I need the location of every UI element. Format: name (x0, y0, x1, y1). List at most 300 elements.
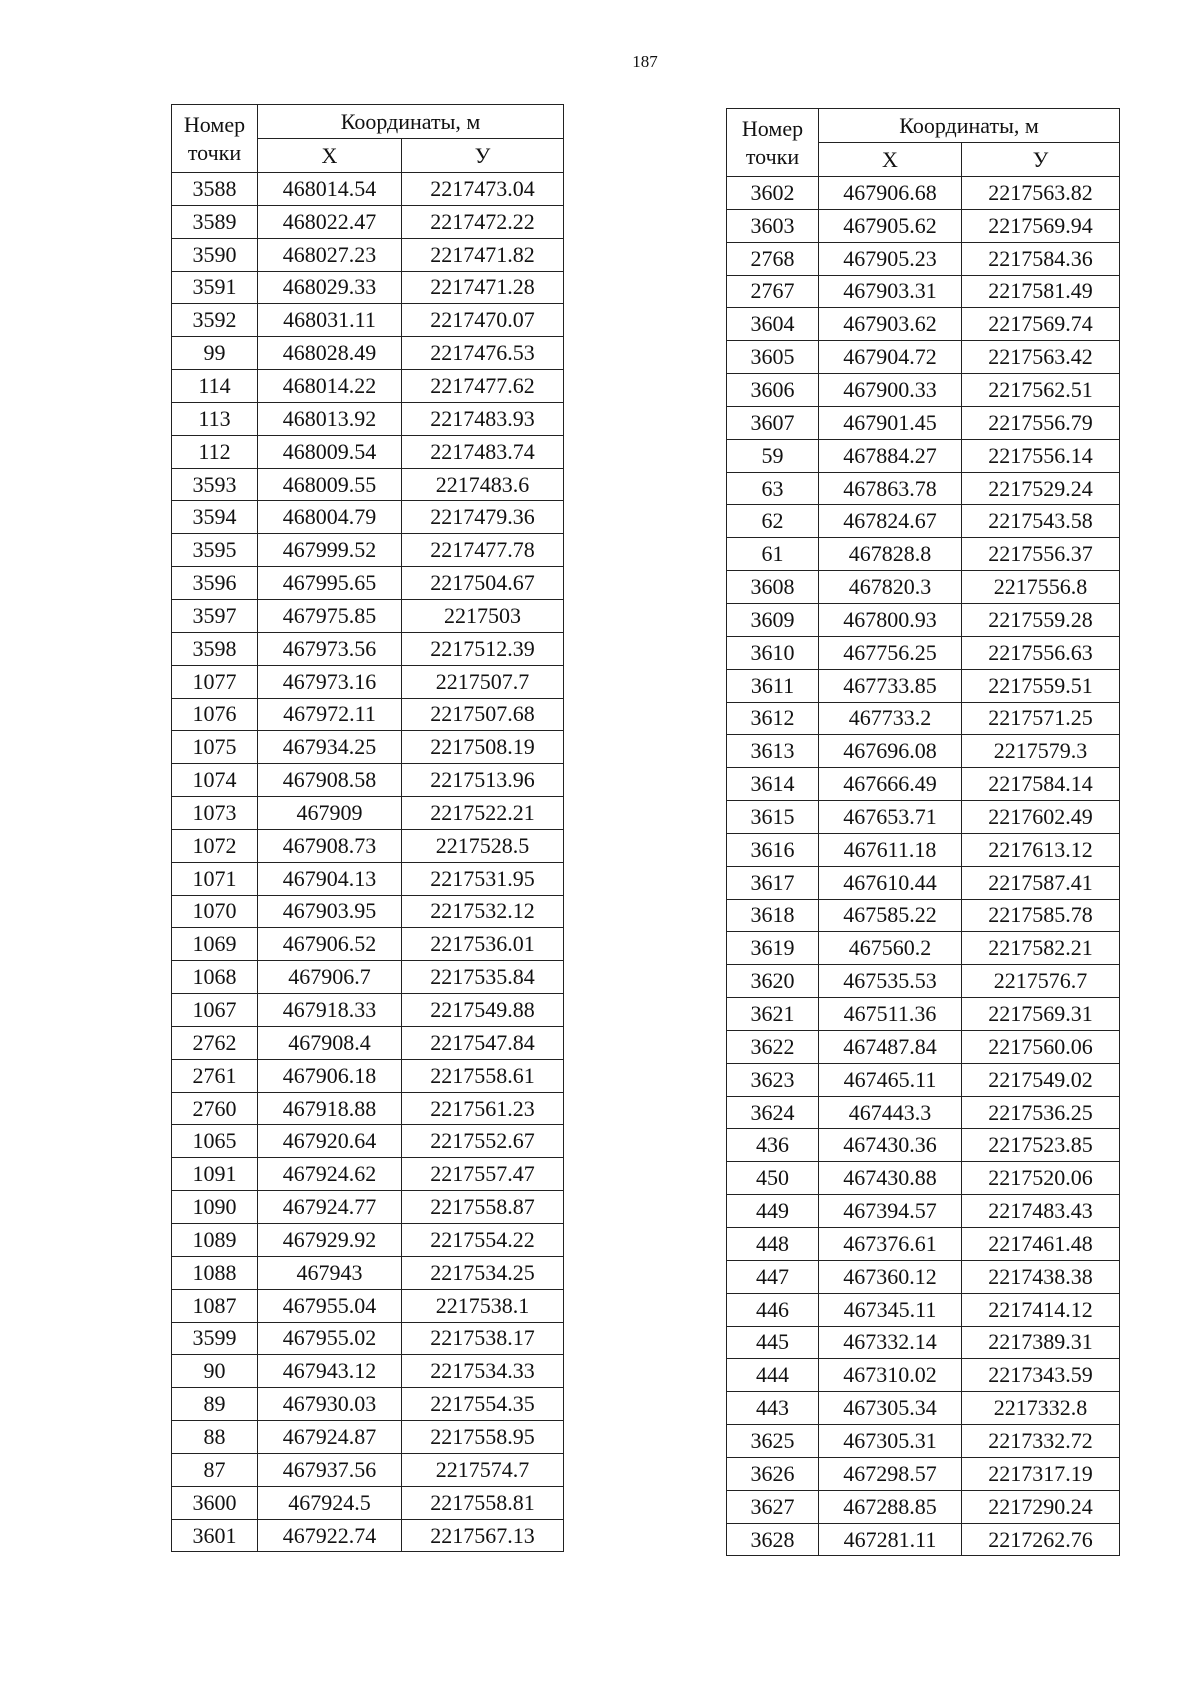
table-row (172, 797, 564, 830)
x-coordinate-cell: 467585.22 (819, 899, 962, 932)
point-number-cell: 3601 (172, 1519, 258, 1552)
x-coordinate-cell: 467465.11 (819, 1063, 962, 1096)
y-coordinate-cell: 2217522.21 (402, 797, 564, 830)
point-number-cell: 1090 (172, 1191, 258, 1224)
point-number-cell: 114 (172, 370, 258, 403)
table-row (172, 961, 564, 994)
x-coordinate-cell: 467943 (258, 1256, 402, 1289)
x-coordinate-cell: 468009.55 (258, 468, 402, 501)
table-row (172, 862, 564, 895)
point-number-cell: 62 (727, 505, 819, 538)
point-number-cell: 90 (172, 1355, 258, 1388)
x-coordinate-cell: 467973.56 (258, 632, 402, 665)
table-row (727, 866, 1120, 899)
y-coordinate-cell: 2217461.48 (962, 1228, 1120, 1261)
table-row (727, 1030, 1120, 1063)
table-row (172, 238, 564, 271)
y-coordinate-cell: 2217512.39 (402, 632, 564, 665)
table-row (172, 435, 564, 468)
point-number-cell: 2768 (727, 242, 819, 275)
y-coordinate-cell: 2217438.38 (962, 1260, 1120, 1293)
table-row (172, 1519, 564, 1552)
x-coordinate-cell: 467908.4 (258, 1026, 402, 1059)
x-coordinate-cell: 467820.3 (819, 571, 962, 604)
x-coordinate-cell: 467828.8 (819, 538, 962, 571)
point-number-cell: 3595 (172, 534, 258, 567)
y-coordinate-cell: 2217538.17 (402, 1322, 564, 1355)
point-number-cell: 112 (172, 435, 258, 468)
table-row (727, 308, 1120, 341)
table-row (727, 1129, 1120, 1162)
point-number-cell: 1068 (172, 961, 258, 994)
y-coordinate-cell: 2217471.82 (402, 238, 564, 271)
table-row (172, 1092, 564, 1125)
y-coordinate-cell: 2217613.12 (962, 833, 1120, 866)
point-number-cell: 88 (172, 1421, 258, 1454)
y-coordinate-cell: 2217529.24 (962, 472, 1120, 505)
point-number-cell: 3589 (172, 205, 258, 238)
table-row (172, 173, 564, 206)
point-number-cell: 3627 (727, 1490, 819, 1523)
point-number-cell: 3600 (172, 1486, 258, 1519)
y-coordinate-cell: 2217558.61 (402, 1059, 564, 1092)
x-coordinate-cell: 467995.65 (258, 567, 402, 600)
y-coordinate-cell: 2217549.88 (402, 994, 564, 1027)
y-coordinate-cell: 2217332.8 (962, 1392, 1120, 1425)
y-coordinate-cell: 2217582.21 (962, 932, 1120, 965)
point-number-cell: 3628 (727, 1523, 819, 1556)
x-coordinate-cell: 467443.3 (819, 1096, 962, 1129)
point-number-cell: 1067 (172, 994, 258, 1027)
x-coordinate-cell: 467511.36 (819, 998, 962, 1031)
x-coordinate-cell: 467535.53 (819, 965, 962, 998)
x-coordinate-cell: 467305.34 (819, 1392, 962, 1425)
y-coordinate-cell: 2217558.87 (402, 1191, 564, 1224)
table-row (172, 402, 564, 435)
point-number-cell: 3604 (727, 308, 819, 341)
table-row (172, 632, 564, 665)
point-number-cell: 1065 (172, 1125, 258, 1158)
x-coordinate-cell: 467900.33 (819, 374, 962, 407)
y-coordinate-cell: 2217508.19 (402, 731, 564, 764)
y-coordinate-cell: 2217332.72 (962, 1425, 1120, 1458)
point-number-cell: 89 (172, 1388, 258, 1421)
y-coordinate-cell: 2217556.63 (962, 636, 1120, 669)
y-coordinate-cell: 2217389.31 (962, 1326, 1120, 1359)
table-row (727, 801, 1120, 834)
y-coordinate-cell: 2217471.28 (402, 271, 564, 304)
table-row (727, 505, 1120, 538)
point-number-cell: 3593 (172, 468, 258, 501)
x-coordinate-cell: 467937.56 (258, 1453, 402, 1486)
table-row (727, 932, 1120, 965)
x-coordinate-cell: 467376.61 (819, 1228, 962, 1261)
table-row (727, 1359, 1120, 1392)
x-coordinate-cell: 467800.93 (819, 603, 962, 636)
y-coordinate-cell: 2217556.14 (962, 439, 1120, 472)
y-coordinate-cell: 2217587.41 (962, 866, 1120, 899)
point-number-cell: 3608 (727, 571, 819, 604)
x-coordinate-cell: 467394.57 (819, 1195, 962, 1228)
x-coordinate-cell: 468004.79 (258, 501, 402, 534)
x-coordinate-cell: 467824.67 (819, 505, 962, 538)
table-row (727, 1326, 1120, 1359)
point-number-cell: 3624 (727, 1096, 819, 1129)
table-row (727, 406, 1120, 439)
point-number-cell: 1087 (172, 1289, 258, 1322)
point-number-cell: 3621 (727, 998, 819, 1031)
point-number-cell: 1070 (172, 895, 258, 928)
x-coordinate-cell: 467903.62 (819, 308, 962, 341)
x-coordinate-cell: 467310.02 (819, 1359, 962, 1392)
point-number-cell: 3609 (727, 603, 819, 636)
y-coordinate-cell: 2217554.35 (402, 1388, 564, 1421)
coordinates-header: Координаты, м (258, 105, 564, 139)
y-coordinate-cell: 2217477.78 (402, 534, 564, 567)
point-number-cell: 59 (727, 439, 819, 472)
table-row (727, 603, 1120, 636)
x-coordinate-cell: 467666.49 (819, 768, 962, 801)
x-coordinate-cell: 467929.92 (258, 1224, 402, 1257)
y-coordinate-cell: 2217473.04 (402, 173, 564, 206)
point-number-cell: 3606 (727, 374, 819, 407)
y-coordinate-cell: 2217536.25 (962, 1096, 1120, 1129)
point-number-cell: 3622 (727, 1030, 819, 1063)
y-coordinate-cell: 2217507.7 (402, 665, 564, 698)
y-coordinate-cell: 2217317.19 (962, 1457, 1120, 1490)
y-coordinate-cell: 2217569.31 (962, 998, 1120, 1031)
point-number-cell: 3617 (727, 866, 819, 899)
x-coordinate-cell: 467943.12 (258, 1355, 402, 1388)
point-number-cell: 3616 (727, 833, 819, 866)
y-coordinate-cell: 2217520.06 (962, 1162, 1120, 1195)
point-number-cell: 3603 (727, 209, 819, 242)
x-coordinate-cell: 467345.11 (819, 1293, 962, 1326)
table-row (727, 1293, 1120, 1326)
y-coordinate-cell: 2217557.47 (402, 1158, 564, 1191)
y-coordinate-cell: 2217584.36 (962, 242, 1120, 275)
point-number-cell: 3619 (727, 932, 819, 965)
table-row (727, 669, 1120, 702)
table-row (727, 1425, 1120, 1458)
table-row (727, 1195, 1120, 1228)
y-coordinate-cell: 2217556.37 (962, 538, 1120, 571)
x-coordinate-cell: 467487.84 (819, 1030, 962, 1063)
y-coordinate-cell: 2217531.95 (402, 862, 564, 895)
x-coordinate-cell: 467908.73 (258, 829, 402, 862)
table-row (172, 468, 564, 501)
x-coordinate-cell: 467281.11 (819, 1523, 962, 1556)
table-row (727, 1392, 1120, 1425)
table-row (727, 1228, 1120, 1261)
point-number-cell: 1091 (172, 1158, 258, 1191)
point-number-cell: 3610 (727, 636, 819, 669)
table-row (727, 571, 1120, 604)
x-coordinate-cell: 467430.36 (819, 1129, 962, 1162)
x-coordinate-cell: 467904.72 (819, 341, 962, 374)
y-coordinate-cell: 2217602.49 (962, 801, 1120, 834)
point-number-cell: 3615 (727, 801, 819, 834)
x-coordinate-cell: 467973.16 (258, 665, 402, 698)
y-coordinate-cell: 2217536.01 (402, 928, 564, 961)
table-row (172, 1191, 564, 1224)
x-coordinate-cell: 468013.92 (258, 402, 402, 435)
point-number-cell: 1071 (172, 862, 258, 895)
y-coordinate-cell: 2217581.49 (962, 275, 1120, 308)
point-number-cell: 1077 (172, 665, 258, 698)
table-row (727, 899, 1120, 932)
table-row (727, 1162, 1120, 1195)
y-coordinate-cell: 2217585.78 (962, 899, 1120, 932)
coordinates-table-left (171, 104, 564, 1552)
y-coordinate-cell: 2217534.33 (402, 1355, 564, 1388)
point-number-cell: 448 (727, 1228, 819, 1261)
y-coordinate-cell: 2217504.67 (402, 567, 564, 600)
x-coordinate-cell: 467610.44 (819, 866, 962, 899)
x-coordinate-cell: 467906.7 (258, 961, 402, 994)
table-row (172, 895, 564, 928)
table-row (172, 599, 564, 632)
point-number-cell: 3592 (172, 304, 258, 337)
x-coordinate-cell: 467733.85 (819, 669, 962, 702)
y-coordinate-cell: 2217563.82 (962, 177, 1120, 210)
x-coordinate-cell: 467924.87 (258, 1421, 402, 1454)
coordinates-table-right (726, 108, 1120, 1556)
y-coordinate-cell: 2217560.06 (962, 1030, 1120, 1063)
point-number-cell: 2761 (172, 1059, 258, 1092)
table-row (727, 177, 1120, 210)
point-number-cell: 3598 (172, 632, 258, 665)
coordinates-header: Координаты, м (819, 109, 1120, 143)
y-coordinate-cell: 2217567.13 (402, 1519, 564, 1552)
y-coordinate-cell: 2217470.07 (402, 304, 564, 337)
point-number-cell: 1074 (172, 764, 258, 797)
table-row (727, 702, 1120, 735)
x-header: X (258, 139, 402, 173)
y-coordinate-cell: 2217262.76 (962, 1523, 1120, 1556)
y-coordinate-cell: 2217559.51 (962, 669, 1120, 702)
y-coordinate-cell: 2217343.59 (962, 1359, 1120, 1392)
y-coordinate-cell: 2217559.28 (962, 603, 1120, 636)
y-coordinate-cell: 2217503 (402, 599, 564, 632)
table-row (172, 1421, 564, 1454)
x-coordinate-cell: 467934.25 (258, 731, 402, 764)
point-number-cell: 1075 (172, 731, 258, 764)
point-number-cell: 3611 (727, 669, 819, 702)
point-number-cell: 3614 (727, 768, 819, 801)
y-coordinate-cell: 2217538.1 (402, 1289, 564, 1322)
table-row (727, 965, 1120, 998)
point-number-cell: 3613 (727, 735, 819, 768)
point-number-cell: 1069 (172, 928, 258, 961)
x-coordinate-cell: 467906.52 (258, 928, 402, 961)
x-coordinate-cell: 467733.2 (819, 702, 962, 735)
point-number-cell: 445 (727, 1326, 819, 1359)
point-number-cell: 1072 (172, 829, 258, 862)
point-number-cell: 446 (727, 1293, 819, 1326)
point-number-cell: 3618 (727, 899, 819, 932)
x-coordinate-cell: 467430.88 (819, 1162, 962, 1195)
x-coordinate-cell: 468009.54 (258, 435, 402, 468)
y-coordinate-cell: 2217556.8 (962, 571, 1120, 604)
table-row (727, 1260, 1120, 1293)
table-row (172, 1224, 564, 1257)
table-row (172, 337, 564, 370)
point-number-cell: 449 (727, 1195, 819, 1228)
point-number-header: Номер точки (172, 105, 258, 173)
y-coordinate-cell: 2217483.6 (402, 468, 564, 501)
point-number-cell: 1076 (172, 698, 258, 731)
x-coordinate-cell: 467653.71 (819, 801, 962, 834)
table-row (172, 1486, 564, 1519)
x-coordinate-cell: 467918.33 (258, 994, 402, 1027)
point-number-cell: 3623 (727, 1063, 819, 1096)
table-row (172, 994, 564, 1027)
x-coordinate-cell: 467756.25 (819, 636, 962, 669)
y-coordinate-cell: 2217476.53 (402, 337, 564, 370)
x-coordinate-cell: 467611.18 (819, 833, 962, 866)
table-row (727, 209, 1120, 242)
table-row (172, 698, 564, 731)
point-number-cell: 2760 (172, 1092, 258, 1125)
table-row (172, 731, 564, 764)
table-row (172, 1322, 564, 1355)
x-coordinate-cell: 467560.2 (819, 932, 962, 965)
y-coordinate-cell: 2217547.84 (402, 1026, 564, 1059)
table-row (727, 439, 1120, 472)
x-coordinate-cell: 467863.78 (819, 472, 962, 505)
table-row (727, 1096, 1120, 1129)
table-row (172, 829, 564, 862)
x-coordinate-cell: 467930.03 (258, 1388, 402, 1421)
table-row (727, 1490, 1120, 1523)
table-row (172, 1256, 564, 1289)
x-coordinate-cell: 467360.12 (819, 1260, 962, 1293)
x-coordinate-cell: 467999.52 (258, 534, 402, 567)
point-number-cell: 99 (172, 337, 258, 370)
x-coordinate-cell: 467305.31 (819, 1425, 962, 1458)
y-coordinate-cell: 2217532.12 (402, 895, 564, 928)
y-coordinate-cell: 2217472.22 (402, 205, 564, 238)
y-coordinate-cell: 2217479.36 (402, 501, 564, 534)
y-header: У (962, 143, 1120, 177)
x-coordinate-cell: 468022.47 (258, 205, 402, 238)
point-number-cell: 3612 (727, 702, 819, 735)
y-coordinate-cell: 2217483.74 (402, 435, 564, 468)
table-row (172, 928, 564, 961)
x-coordinate-cell: 467972.11 (258, 698, 402, 731)
x-coordinate-cell: 468031.11 (258, 304, 402, 337)
point-number-cell: 3626 (727, 1457, 819, 1490)
x-coordinate-cell: 467922.74 (258, 1519, 402, 1552)
y-coordinate-cell: 2217534.25 (402, 1256, 564, 1289)
table-row (727, 1457, 1120, 1490)
point-number-cell: 447 (727, 1260, 819, 1293)
table-row (172, 1026, 564, 1059)
table-row (727, 735, 1120, 768)
x-coordinate-cell: 467905.23 (819, 242, 962, 275)
table-row (172, 1453, 564, 1486)
x-coordinate-cell: 467903.95 (258, 895, 402, 928)
table-row (727, 768, 1120, 801)
table-row (172, 205, 564, 238)
y-coordinate-cell: 2217535.84 (402, 961, 564, 994)
page-number: 187 (632, 52, 658, 71)
y-coordinate-cell: 2217414.12 (962, 1293, 1120, 1326)
point-number-cell: 436 (727, 1129, 819, 1162)
point-number-cell: 450 (727, 1162, 819, 1195)
x-coordinate-cell: 467955.02 (258, 1322, 402, 1355)
y-coordinate-cell: 2217569.94 (962, 209, 1120, 242)
table-row (172, 1158, 564, 1191)
table-row (727, 472, 1120, 505)
table-row (172, 1289, 564, 1322)
y-coordinate-cell: 2217576.7 (962, 965, 1120, 998)
point-number-cell: 3599 (172, 1322, 258, 1355)
x-coordinate-cell: 467901.45 (819, 406, 962, 439)
point-number-cell: 3596 (172, 567, 258, 600)
x-coordinate-cell: 467975.85 (258, 599, 402, 632)
point-number-cell: 3605 (727, 341, 819, 374)
table-row (727, 275, 1120, 308)
y-coordinate-cell: 2217483.93 (402, 402, 564, 435)
y-coordinate-cell: 2217584.14 (962, 768, 1120, 801)
y-coordinate-cell: 2217513.96 (402, 764, 564, 797)
point-number-cell: 113 (172, 402, 258, 435)
x-coordinate-cell: 468029.33 (258, 271, 402, 304)
y-coordinate-cell: 2217563.42 (962, 341, 1120, 374)
x-coordinate-cell: 467924.77 (258, 1191, 402, 1224)
table-row (172, 567, 564, 600)
x-coordinate-cell: 467903.31 (819, 275, 962, 308)
x-coordinate-cell: 467918.88 (258, 1092, 402, 1125)
table-row (727, 1063, 1120, 1096)
table-row (172, 501, 564, 534)
table-row (172, 271, 564, 304)
point-number-cell: 87 (172, 1453, 258, 1486)
y-coordinate-cell: 2217562.51 (962, 374, 1120, 407)
table-row (727, 341, 1120, 374)
y-coordinate-cell: 2217523.85 (962, 1129, 1120, 1162)
point-number-cell: 3620 (727, 965, 819, 998)
y-coordinate-cell: 2217569.74 (962, 308, 1120, 341)
y-coordinate-cell: 2217528.5 (402, 829, 564, 862)
point-number-cell: 3591 (172, 271, 258, 304)
x-coordinate-cell: 467909 (258, 797, 402, 830)
y-header: У (402, 139, 564, 173)
x-coordinate-cell: 467298.57 (819, 1457, 962, 1490)
table-row (172, 1355, 564, 1388)
x-coordinate-cell: 468014.54 (258, 173, 402, 206)
x-coordinate-cell: 467884.27 (819, 439, 962, 472)
x-coordinate-cell: 468014.22 (258, 370, 402, 403)
y-coordinate-cell: 2217507.68 (402, 698, 564, 731)
point-number-header: Номер точки (727, 109, 819, 177)
y-coordinate-cell: 2217571.25 (962, 702, 1120, 735)
point-number-cell: 1089 (172, 1224, 258, 1257)
y-coordinate-cell: 2217561.23 (402, 1092, 564, 1125)
point-number-cell: 63 (727, 472, 819, 505)
y-coordinate-cell: 2217483.43 (962, 1195, 1120, 1228)
point-number-cell: 443 (727, 1392, 819, 1425)
table-row (727, 1523, 1120, 1556)
point-number-cell: 61 (727, 538, 819, 571)
y-coordinate-cell: 2217543.58 (962, 505, 1120, 538)
table-row (172, 304, 564, 337)
x-coordinate-cell: 467696.08 (819, 735, 962, 768)
point-number-cell: 3607 (727, 406, 819, 439)
table-row (172, 764, 564, 797)
